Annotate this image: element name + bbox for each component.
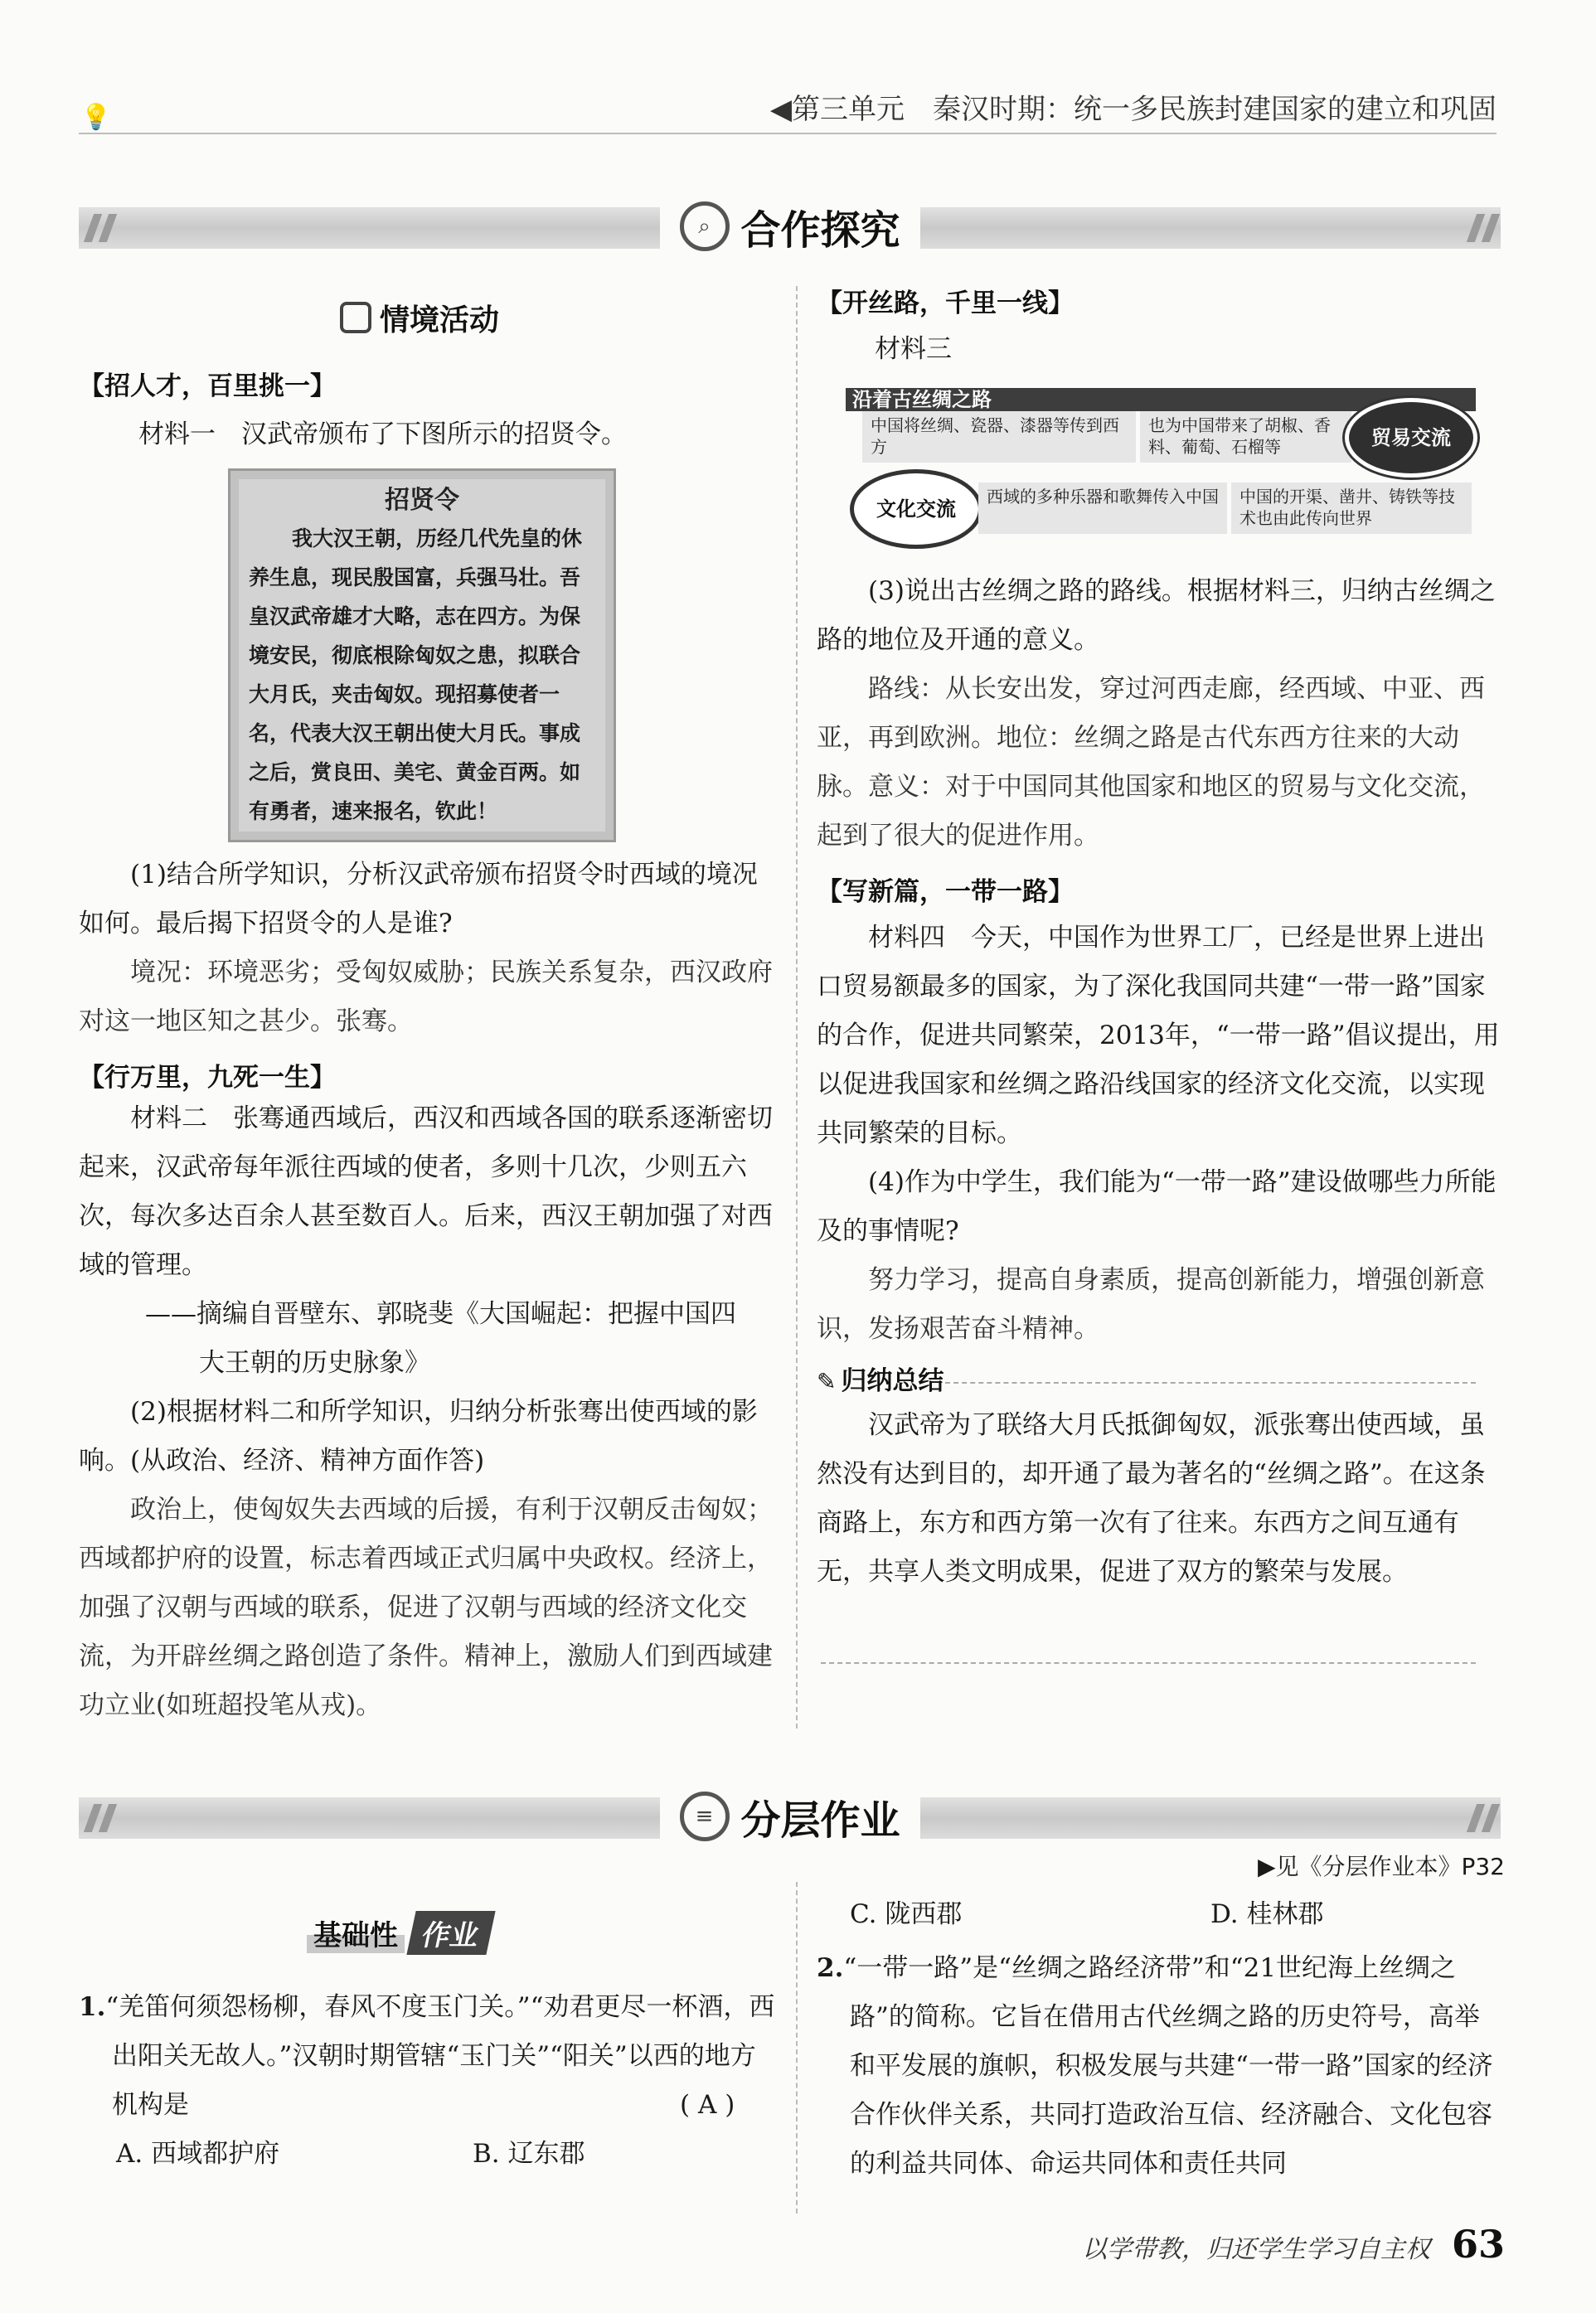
exercise-1-option-a[interactable]: A. 西域都护府 — [116, 2139, 280, 2169]
summary-heading: ✎ 归纳总结 — [817, 1366, 944, 1396]
column-divider — [796, 286, 798, 1729]
exercise-1-option-d[interactable]: D. 桂林郡 — [1210, 1899, 1324, 1929]
material2: 材料二 张骞通西域后，西汉和西域各国的联系逐渐密切起来，汉武帝每年派往西域的使者，多则十几次，少则五六次，每次多达百余人甚至数百人。后来，西汉王朝加强了对西域的管理。 — [79, 1103, 773, 1280]
silk-banner: 沿着古丝绸之路 — [846, 388, 1476, 411]
magnifier-icon: ⌕ — [679, 201, 729, 251]
silk-tech: 中国的开渠、凿井、铸铁等技术也由此传向世界 — [1231, 482, 1472, 534]
question-3: (3)说出古丝绸之路的路线。根据材料三，归纳古丝绸之路的地位及开通的意义。 — [817, 576, 1496, 655]
material4: 材料四 今天，中国作为世界工厂，已经是世界上进出口贸易额最多的国家，为了深化我国同共建“一带一路”国家的合作，促进共同繁荣，2013年，“一带一路”倡议提出，用以促进我国家和丝绸之路沿线国家的经济文化交流，以实现共同繁荣的目标。 — [817, 923, 1500, 1148]
badge-basic: 基础性 — [307, 1913, 405, 1953]
section-title: 合作探究 — [740, 206, 900, 254]
answer-1: 境况：环境恶劣；受匈奴威胁；民族关系复杂，西汉政府对这一地区知之甚少。张骞。 — [79, 958, 773, 1036]
column-divider-bottom — [796, 1882, 798, 2214]
part4-heading: 【写新篇，一带一路】 — [817, 877, 1074, 907]
silk-road-diagram — [846, 381, 1476, 551]
page-footer — [1082, 2222, 1505, 2267]
basic-homework-badge — [307, 1911, 491, 1955]
material1-intro: 材料一 汉武帝颁布了下图所示的招贤令。 — [138, 419, 627, 449]
activity-icon — [340, 302, 371, 333]
culture-exchange-label: 文化交流 — [850, 469, 982, 549]
exercise-1-option-c[interactable]: C. 陇西郡 — [850, 1899, 963, 1929]
question-2: (2)根据材料二和所学知识，归纳分析张骞出使西域的影响。(从政治、经济、精神方面作答) — [79, 1397, 758, 1476]
unit-title: ◀第三单元 秦汉时期：统一多民族封建国家的建立和巩固 — [769, 93, 1497, 126]
exercise-2 — [817, 1944, 1505, 2189]
page-header — [79, 83, 1497, 134]
pencil-icon: ✎ — [817, 1368, 837, 1395]
answer-4: 努力学习，提高自身素质，提高创新能力，增强创新意识，发扬艰苦奋斗精神。 — [817, 1265, 1485, 1344]
exercise-1 — [79, 1983, 775, 2130]
exercise-1-number: 1. — [79, 1992, 106, 2022]
badge-homework: 作业 — [406, 1911, 495, 1955]
notice-body: 我大汉王朝，历经几代先皇的休养生息，现民殷国富，兵强马壮。吾皇汉武帝雄才大略，志在四方。为保境安民，彻底根除匈奴之患，拟联合大月氏，夹击匈奴。现招募使者一名，代表大汉王朝出使大月氏。事成之后，赏良田、美宅、黄金百两。如有勇者，速来报名，钦此！ — [249, 526, 583, 823]
source2-line2: 大王朝的历史脉象》 — [199, 1348, 430, 1378]
silk-music: 西域的多种乐器和歌舞传入中国 — [978, 482, 1227, 534]
part1-heading: 【招人才，百里挑一】 — [79, 371, 336, 401]
workbook-reference[interactable]: ▶见《分层作业本》P32 — [1257, 1853, 1505, 1880]
exercise-1-option-b[interactable]: B. 辽东郡 — [473, 2139, 585, 2169]
exercise-1-text: “羌笛何须怨杨柳，春风不度玉门关。”“劝君更尽一杯酒，西出阳关无故人。”汉朝时期管辖“玉门关”“阳关”以西的地方机构是 — [105, 1992, 775, 2120]
page-number: 63 — [1451, 2222, 1505, 2267]
section-band-cooperation — [79, 206, 1501, 254]
recruitment-notice-image — [228, 468, 616, 842]
activity-title: 情境活动 — [340, 297, 499, 339]
question-4: (4)作为中学生，我们能为“一带一路”建设做哪些力所能及的事情呢? — [817, 1167, 1497, 1246]
document-icon: ≡ — [679, 1792, 729, 1841]
exercise-1-answer: ( A ) — [680, 2090, 735, 2120]
homework-title: 分层作业 — [740, 1797, 900, 1844]
summary-bottom-divider — [821, 1662, 1476, 1664]
summary-text: 汉武帝为了联络大月氏抵御匈奴，派张骞出使西域，虽然没有达到目的，却开通了最为著名的“丝绸之路”。在这条商路上，东方和西方第一次有了往来。东西方之间互通有无，共享人类文明成果，促进了双方的繁荣与发展。 — [817, 1410, 1486, 1587]
summary-top-divider — [945, 1382, 1476, 1384]
trade-exchange-label: 贸易交流 — [1345, 398, 1477, 478]
exercise-2-text: “一带一路”是“丝绸之路经济带”和“21世纪海上丝绸之路”的简称。它旨在借用古代丝绸之路的历史符号，高举和平发展的旗帜，积极发展与共建“一带一路”国家的经济合作伙伴关系，共同打造政治互信、经济融合、文化包容的利益共同体、命运共同体和责任共同 — [843, 1953, 1493, 2179]
section-band-homework — [79, 1797, 1501, 1844]
exercise-2-number: 2. — [817, 1953, 844, 1983]
answer-2: 政治上，使匈奴失去西域的后援，有利于汉朝反击匈奴；西域都护府的设置，标志着西域正式归属中央政权。经济上，加强了汉朝与西域的联系，促进了汉朝与西域的经济文化交流，为开辟丝绸之路创造了条件。精神上，激励人们到西域建功立业(如班超投笔从戎)。 — [79, 1495, 773, 1720]
source2-line1: ——摘编自晋壁东、郭晓斐《大国崛起：把握中国四 — [145, 1299, 736, 1329]
silk-west-goods: 中国将丝绸、瓷器、漆器等传到西方 — [862, 411, 1136, 463]
answer-3: 路线：从长安出发，穿过河西走廊，经西域、中亚、西亚，再到欧洲。地位：丝绸之路是古代东西方往来的大动脉。意义：对于中国同其他国家和地区的贸易与文化交流，起到了很大的促进作用。 — [817, 674, 1485, 851]
lightbulb-icon: 💡 — [80, 103, 112, 132]
part2-heading: 【行万里，九死一生】 — [79, 1063, 336, 1093]
silk-east-goods: 也为中国带来了胡椒、香料、葡萄、石榴等 — [1140, 411, 1351, 463]
question-1: (1)结合所学知识，分析汉武帝颁布招贤令时西域的境况如何。最后揭下招贤令的人是谁? — [79, 860, 758, 938]
part3-heading: 【开丝路，千里一线】 — [817, 289, 1074, 318]
material3-label: 材料三 — [875, 334, 952, 364]
footer-motto: 以学带教，归还学生学习自主权 — [1081, 2235, 1430, 2264]
notice-title: 招贤令 — [385, 486, 459, 515]
